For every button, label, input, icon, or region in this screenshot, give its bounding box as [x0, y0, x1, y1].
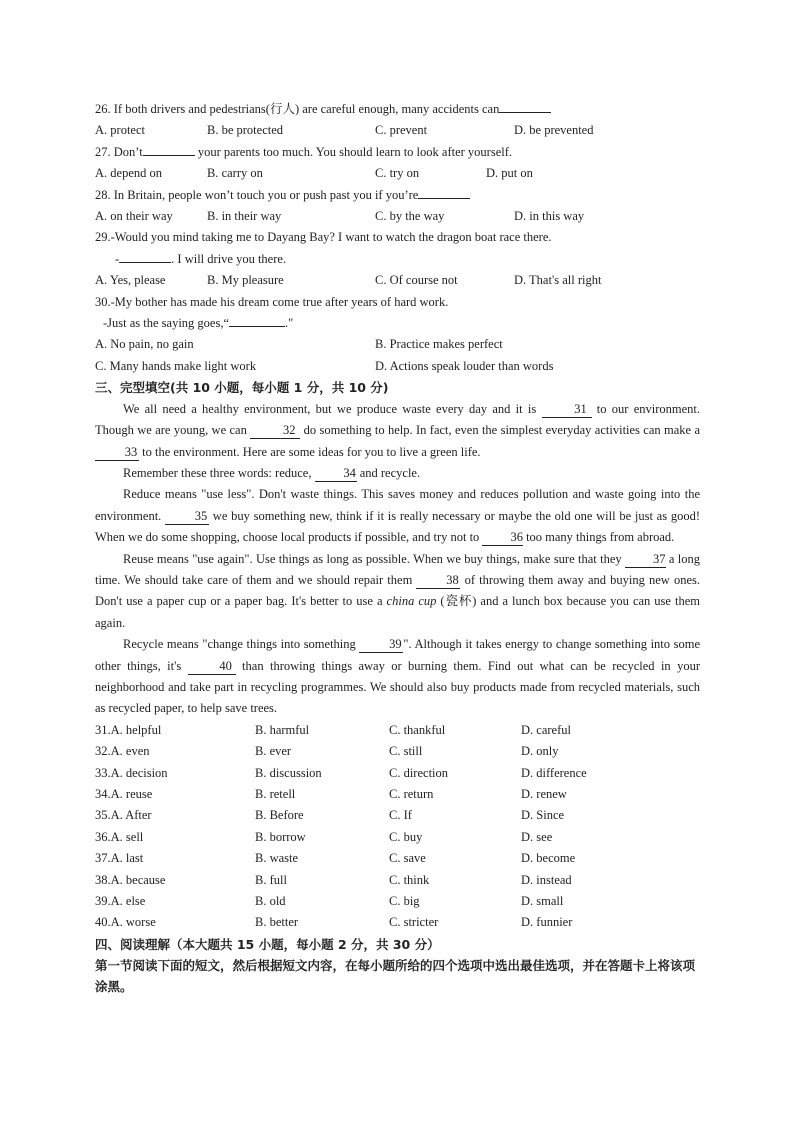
cloze-options-37 [95, 848, 700, 869]
option: B. waste [255, 851, 299, 866]
exam-page [95, 99, 700, 997]
question-30-stem: 30.-My bother has made his dream come true after years of hard work. [95, 294, 449, 309]
option: B. be protected [207, 123, 284, 138]
cloze-paragraph-4: Reuse means "use again". Use things as long as possible. When we buy things, make sure that they 37 a long time. We should take care of them and we should repair them 38 of throwing them away and buying new ones. Don't use a paper cup or a paper bag. It's better to use a china cup (瓷杯) and a lunch box because you can use them again. [95, 551, 700, 630]
answer-blank [119, 262, 171, 263]
cloze-options-33 [95, 763, 700, 784]
option: B. full [255, 872, 287, 887]
cloze-blank-34: 34 [315, 466, 357, 482]
cloze-options-38 [95, 870, 700, 891]
option: 35.A. After [95, 808, 152, 823]
question-30-options-row2 [95, 356, 700, 377]
cloze-blank-33: 33 [95, 445, 139, 461]
cloze-options-35 [95, 805, 700, 826]
question-27-options [95, 163, 700, 184]
option: A. No pain, no gain [95, 337, 194, 352]
option: D. renew [521, 787, 567, 801]
option: A. Yes, please [95, 273, 166, 288]
option: A. on their way [95, 209, 173, 224]
option: B. retell [255, 787, 296, 801]
question-28-stem: 28. In Britain, people won’t touch you or push past you if you’re [95, 185, 700, 206]
option: B. in their way [207, 209, 282, 224]
cloze-options-39 [95, 891, 700, 912]
option: C. thankful [389, 722, 446, 737]
option: C. return [389, 787, 434, 801]
option: D. Actions speak louder than words [375, 358, 554, 373]
cloze-paragraph-2: Remember these three words: reduce, 34 and recycle. [123, 465, 421, 480]
option: 36.A. sell [95, 829, 144, 844]
option: B. My pleasure [207, 273, 284, 288]
option: 31.A. helpful [95, 722, 162, 737]
option: C. try on [375, 166, 420, 181]
cloze-blank-38: 38 [416, 573, 460, 589]
option: D. difference [521, 765, 587, 780]
option: A. depend on [95, 166, 162, 181]
option: D. funnier [521, 915, 573, 930]
option: B. discussion [255, 765, 322, 780]
option: D. only [521, 744, 559, 759]
option: B. borrow [255, 829, 306, 844]
cloze-options-32 [95, 741, 700, 762]
cloze-blank-31: 31 [542, 402, 592, 418]
cloze-blank-37: 37 [625, 552, 666, 568]
option: D. Since [521, 808, 565, 823]
cloze-blank-39: 39 [359, 637, 403, 653]
answer-blank [499, 112, 551, 113]
option: B. old [255, 894, 286, 909]
option: 32.A. even [95, 744, 150, 759]
option: C. big [389, 894, 420, 909]
question-29-reply: - . I will drive you there. [115, 251, 287, 266]
answer-blank [418, 198, 470, 199]
cloze-options-40 [95, 912, 700, 933]
cloze-blank-36: 36 [482, 530, 523, 546]
section-4-instruction: 第一节阅读下面的短文，然后根据短文内容，在每小题所给的四个选项中选出最佳选项，并在答题卡上将该项涂黑。 [95, 958, 696, 995]
cloze-options-36 [95, 827, 700, 848]
option: D. be prevented [514, 123, 594, 138]
cloze-paragraph-1: We all need a healthy environment, but we produce waste every day and it is 31 to our environment. Though we are young, we can 32 do something to help. In fact, even the simplest everyday activities can make a 33 to the environment. Here are some ideas for you to live a green life. [95, 401, 700, 459]
cloze-blank-35: 35 [165, 509, 209, 525]
option: C. buy [389, 829, 423, 844]
option: C. If [389, 808, 412, 823]
option: C. Of course not [375, 273, 458, 288]
option: A. protect [95, 123, 145, 138]
question-29-stem: 29.-Would you mind taking me to Dayang Bay? I want to watch the dragon boat race there. [95, 230, 552, 245]
option: C. direction [389, 765, 449, 780]
option: 39.A. else [95, 894, 146, 909]
option: B. harmful [255, 722, 310, 737]
option: D. put on [486, 166, 533, 181]
option: C. stricter [389, 915, 439, 930]
option: 38.A. because [95, 872, 166, 887]
cloze-blank-32: 32 [250, 423, 300, 439]
question-30-options-row1 [95, 334, 700, 355]
option: D. in this way [514, 209, 585, 224]
option: 37.A. last [95, 851, 144, 866]
cloze-blank-40: 40 [188, 659, 236, 675]
question-26-stem: 26. If both drivers and pedestrians(行人) are careful enough, many accidents can [95, 99, 700, 120]
option: D. see [521, 829, 553, 844]
cloze-options-31 [95, 720, 700, 741]
option: C. Many hands make light work [95, 358, 257, 373]
cloze-options-34 [95, 784, 700, 805]
answer-blank [143, 155, 195, 156]
option: C. prevent [375, 123, 428, 138]
option: D. small [521, 894, 564, 909]
answer-blank [229, 326, 285, 327]
question-29-options [95, 270, 700, 291]
option: D. That's all right [514, 273, 602, 288]
option: B. Practice makes perfect [375, 337, 503, 352]
option: 40.A. worse [95, 915, 156, 930]
option: 34.A. reuse [95, 787, 153, 801]
option: 33.A. decision [95, 765, 168, 780]
option: B. Before [255, 808, 304, 823]
option: D. become [521, 851, 576, 866]
question-30-reply: -Just as the saying goes,“ ." [103, 316, 294, 331]
cloze-paragraph-5: Recycle means "change things into something 39 ". Although it takes energy to change something into some other things, it's 40 than throwing things away or burning them. Find out what can be recycled in your neighborhood and take part in recycling programmes. We should also buy products made from recycled materials, such as recycled paper, to help save trees. [95, 637, 701, 716]
section-3-heading: 三、完型填空(共 10 小题，每小题 1 分，共 10 分) [95, 380, 389, 396]
option: D. instead [521, 872, 572, 887]
option: C. save [389, 851, 426, 866]
option: C. by the way [375, 209, 445, 224]
cloze-paragraph-3: Reduce means "use less". Don't waste things. This saves money and reduces pollution and waste going into the environment. 35 we buy something new, think if it is really necessary or maybe the old one will be just as good! When we do some shopping, choose local products if possible, and try not to 36 too many things from abroad. [95, 487, 700, 545]
option: B. carry on [207, 166, 263, 181]
option: B. ever [255, 744, 292, 759]
question-26-options [95, 120, 700, 141]
option: B. better [255, 915, 299, 930]
question-27-stem: 27. Don’t your parents too much. You should learn to look after yourself. [95, 144, 512, 159]
section-4-heading: 四、阅读理解（本大题共 15 小题，每小题 2 分，共 30 分） [95, 936, 440, 952]
option: C. still [389, 744, 423, 759]
question-28-options [95, 206, 700, 227]
option: C. think [389, 872, 430, 887]
option: D. careful [521, 722, 571, 737]
